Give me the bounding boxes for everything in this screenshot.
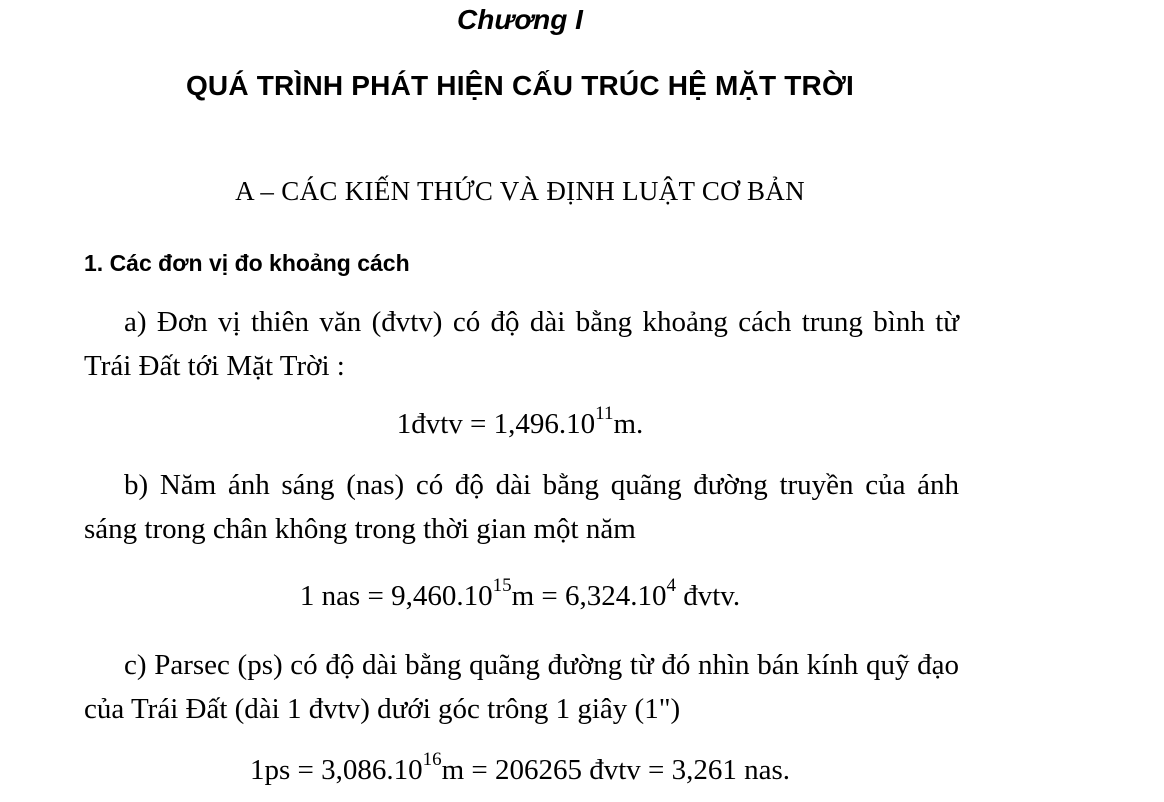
formula-astronomical-unit (0, 403, 1040, 441)
formula-a-exponent: 11 (595, 403, 614, 424)
paragraph-c: c) Parsec (ps) có độ dài bằng quãng đường từ đó nhìn bán kính quỹ đạo của Trái Đất (dài 1 đvtv) dưới góc trông 1 giây (1") (84, 649, 959, 725)
formula-light-year (0, 575, 1040, 613)
formula-a-lhs: 1đvtv = 1,496.10 (396, 408, 596, 440)
formula-a-unit: m. (613, 408, 644, 440)
chapter-title: QUÁ TRÌNH PHÁT HIỆN CẤU TRÚC HỆ MẶT TRỜI (185, 70, 855, 101)
part-title: A – CÁC KIẾN THỨC VÀ ĐỊNH LUẬT CƠ BẢN (235, 176, 805, 206)
formula-c-exponent: 16 (422, 749, 442, 770)
paragraph-a: a) Đơn vị thiên văn (đvtv) có độ dài bằng khoảng cách trung bình từ Trái Đất tới Mặt Trời : (84, 306, 959, 382)
formula-b-exponent2: 4 (666, 575, 676, 596)
formula-c-part1: 1ps = 3,086.10 (249, 754, 423, 786)
formula-b-part1: 1 nas = 9,460.10 (299, 580, 493, 612)
paragraph-b: b) Năm ánh sáng (nas) có độ dài bằng quãng đường truyền của ánh sáng trong chân không trong thời gian một năm (84, 469, 959, 545)
formula-parsec (0, 749, 1040, 787)
section-heading: 1. Các đơn vị đo khoảng cách (84, 250, 410, 276)
formula-c-part2: m = 206265 đvtv = 3,261 nas. (441, 754, 791, 786)
formula-b-exponent1: 15 (492, 575, 512, 596)
chapter-label: Chương I (457, 4, 583, 35)
formula-b-part3: đvtv. (676, 580, 741, 612)
formula-b-part2: m = 6,324.10 (511, 580, 667, 612)
